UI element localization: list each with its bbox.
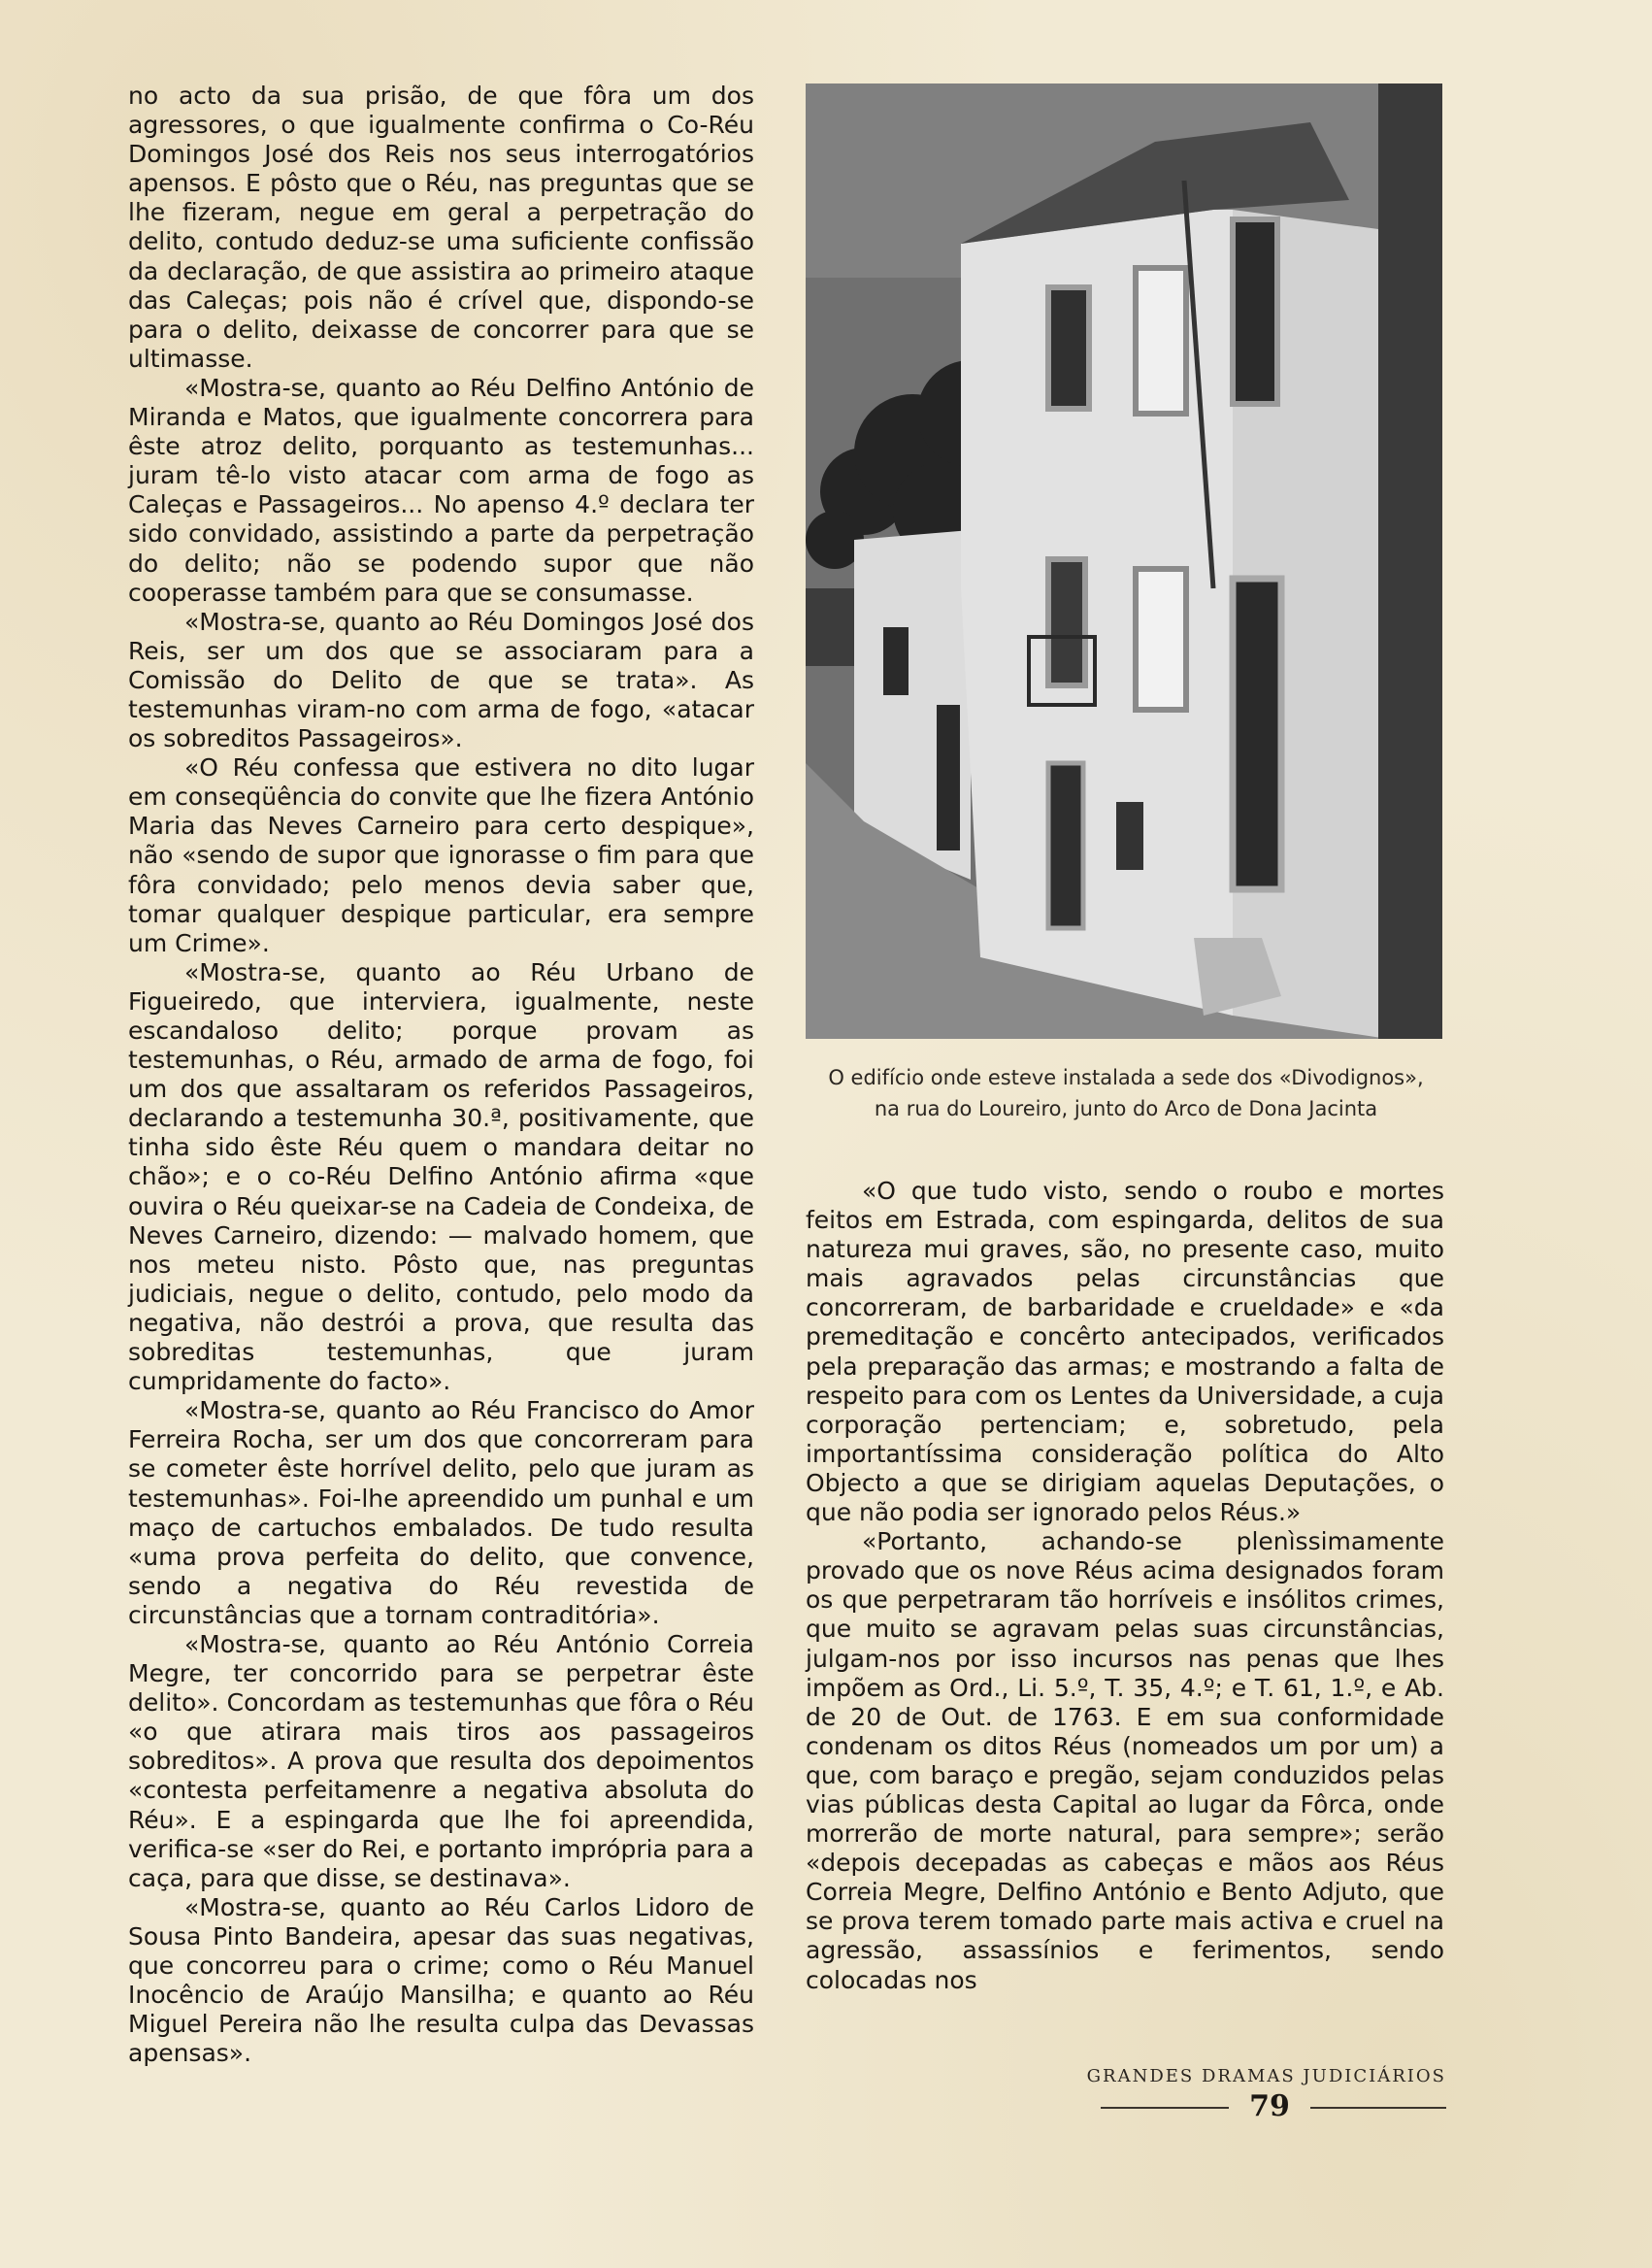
paragraph: «Mostra-se, quanto ao Réu Delfino António de Miranda e Matos, que igualmente concorrera para êste atroz delito, porquanto as testemunhas... juram tê-lo visto atacar com arma de fogo as Caleças e Passageiros... No apenso 4.º declara ter sido convidado, assistindo a parte da perpetração do delito; não se podendo supor que não cooperasse também para que se consumasse. (128, 373, 754, 607)
paragraph: «Mostra-se, quanto ao Réu Domingos José dos Reis, ser um dos que se associaram para a Comissão do Delito de que se trata». As testemunhas viram-no com arma de fogo, «atacar os sobreditos Passageiros». (128, 607, 754, 753)
caption-line: na rua do Loureiro, junto do Arco de Dona Jacinta (874, 1097, 1378, 1120)
publication-title: GRANDES DRAMAS JUDICIÁRIOS (1086, 2066, 1446, 2086)
paragraph: «Portanto, achando-se plenìssimamente provado que os nove Réus acima designados foram os que perpetraram tão horríveis e insólitos crimes, que muito se agravam pelas suas circunstâncias, julgam-nos por isso incursos nas penas que lhes impõem as Ord., Li. 5.º, T. 35, 4.º; e T. 61, 1.º, e Ab. de 20 de Out. de 1763. E em sua conformidade condenam os ditos Réus (nomeados um por um) a que, com baraço e pregão, sejam conduzidos pelas vias públicas desta Capital ao lugar da Fôrca, onde morrerão de morte natural, para sempre»; serão «depois decepadas as cabeças e mãos aos Réus Correia Megre, Delfino António e Bento Adjuto, que se prova terem tomado parte mais activa e cruel na agressão, assassínios e ferimentos, sendo colocadas nos (806, 1527, 1444, 1994)
paragraph: «O que tudo visto, sendo o roubo e mortes feitos em Estrada, com espingarda, delitos de sua natureza mui graves, são, no presente caso, muito mais agravados pelas circunstâncias que concorreram, de barbaridade e crueldade» e «da premeditação e concêrto antecipados, verificados pela preparação das armas; e mostrando a falta de respeito para com os Lentes da Universidade, a cuja corporação pertenciam; e, sobretudo, pela importantíssima consideração política do Alto Objecto a que se dirigiam aquelas Deputações, o que não podia ser ignorado pelos Réus.» (806, 1177, 1444, 1527)
paragraph: «Mostra-se, quanto ao Réu Francisco do Amor Ferreira Rocha, ser um dos que concorreram para se cometer êste horrível delito, pelo que juram as testemunhas». Foi-lhe apreendido um punhal e um maço de cartuchos embalados. De tudo resulta «uma prova perfeita do delito, que convence, sendo a negativa do Réu revestida de circunstâncias que a tornam contraditória». (128, 1396, 754, 1629)
right-text-column (806, 1177, 1444, 1995)
caption-line: O edifício onde esteve instalada a sede dos «Divodignos», (828, 1066, 1424, 1089)
photo-caption (767, 1062, 1485, 1124)
paragraph: «Mostra-se, quanto ao Réu António Correia Megre, ter concorrido para se perpetrar êste delito». Concordam as testemunhas que fôra o Réu «o que atirara mais tiros aos passageiros sobreditos». A prova que resulta dos depoimentos «contesta perfeitamenre a negativa absoluta do Réu». E a espingarda que lhe foi apreendida, verifica-se «ser do Rei, e portanto imprópria para a caça, para que disse, se destinava». (128, 1629, 754, 1892)
footer-rule (1101, 2107, 1229, 2109)
page-number: 79 (1249, 2089, 1290, 2123)
paragraph: «Mostra-se, quanto ao Réu Carlos Lidoro de Sousa Pinto Bandeira, apesar das suas negativas, que concorreu para o crime; como o Réu Manuel Inocêncio de Araújo Mansilha; e quanto ao Réu Miguel Pereira não lhe resulta culpa das Devassas apensas». (128, 1892, 754, 2068)
paragraph: no acto da sua prisão, de que fôra um dos agressores, o que igualmente confirma o Co-Réu Domingos José dos Reis nos seus interrogatórios apensos. E pôsto que o Réu, nas preguntas que se lhe fizeram, negue em geral a perpetração do delito, contudo deduz-se uma suficiente confissão da declaração, de que assistira ao primeiro ataque das Caleças; pois não é crível que, dispondo-se para o delito, deixasse de concorrer para que se ultimasse. (128, 82, 754, 373)
paragraph: «O Réu confessa que estivera no dito lugar em conseqüência do convite que lhe fizera António Maria das Neves Carneiro para certo despique», não «sendo de supor que ignorasse o fim para que fôra convidado; pelo menos devia saber que, tomar qualquer despique particular, era sempre um Crime». (128, 753, 754, 957)
left-text-column (128, 82, 754, 2068)
paragraph: «Mostra-se, quanto ao Réu Urbano de Figueiredo, que interviera, igualmente, neste escandaloso delito; porque provam as testemunhas, o Réu, armado de arma de fogo, foi um dos que assaltaram os referidos Passageiros, declarando a testemunha 30.ª, positivamente, que tinha sido êste Réu quem o mandara deitar no chão»; e o co-Réu Delfino António afirma «que ouvira o Réu queixar-se na Cadeia de Condeixa, de Neves Carneiro, dizendo: — malvado homem, que nos meteu nisto. Pôsto que, nas preguntas judiciais, negue o delito, contudo, pelo modo da negativa, não destrói a prova, que resulta das sobreditas testemunhas, que juram cumpridamente do facto». (128, 957, 754, 1396)
house-illustration (806, 83, 1442, 1039)
footer-rule (1310, 2107, 1446, 2109)
building-photograph (806, 83, 1442, 1039)
